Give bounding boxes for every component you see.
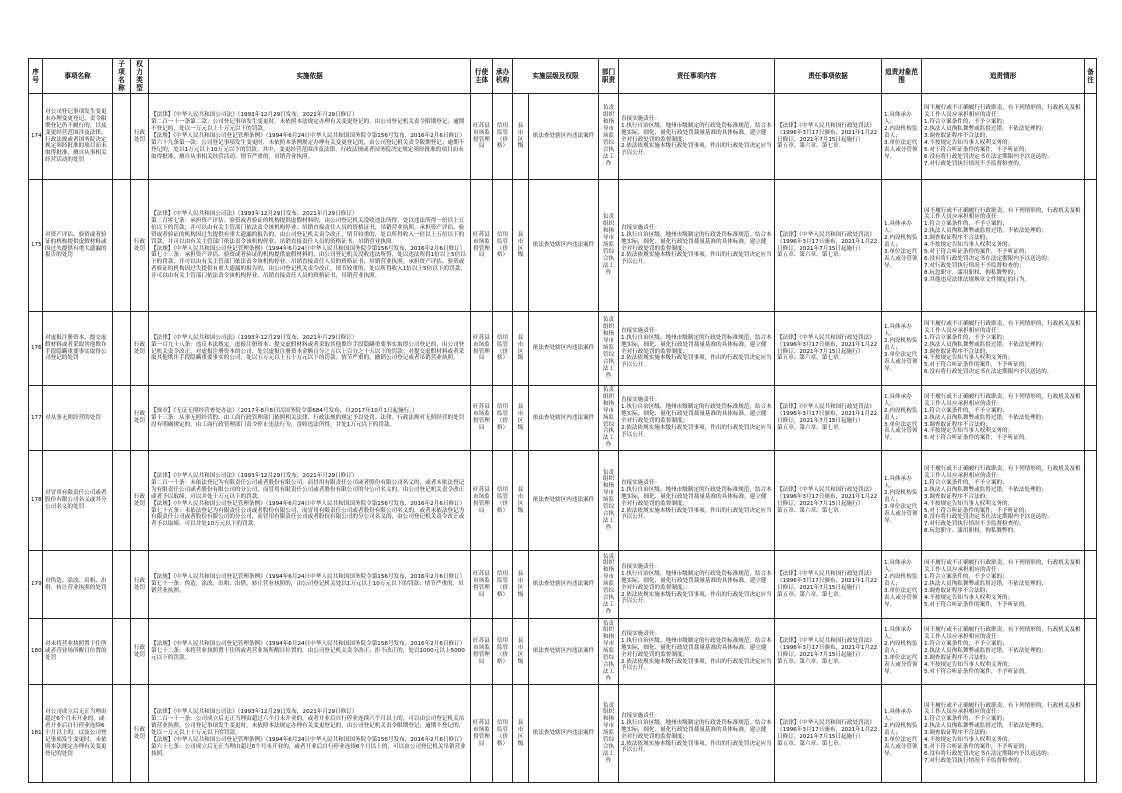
row-subitem bbox=[113, 685, 131, 783]
row-resp-content bbox=[619, 386, 775, 451]
row-dept-duty: 负责组织和指导市场监管综合执法工作 bbox=[599, 312, 619, 386]
row-level-scope: 依法查处辖区内违法案件 bbox=[529, 685, 599, 783]
header-subitem: 子项名称 bbox=[113, 59, 131, 94]
row-level-scope: 依法查处辖区内违法案件 bbox=[529, 619, 599, 685]
row-name: 对未将营业执照置于住所或者营业场所醒目位置的处罚 bbox=[43, 619, 113, 685]
row-handling-org: 信用监管（价格） bbox=[493, 386, 513, 451]
row-dept-duty: 负责组织和指导市场监管综合执法工作 bbox=[599, 551, 619, 619]
row-cases-text: 因不履行或不正确履行行政职责，有下列情形的，行政机关及相关工作人员应承担相应的责任： 1.符合立案条件的，不予立案的； 2.执法人员徇私舞弊或监督过错，不依法处理的； 3.调查取证程序不合法的； 4.不按规定告知当事人权利义务的； 5.对于符合听证条件的案件，不予听证的； 6.没有将行政处罚决定书在法定期限内予以送达的； 7.对行政处罚执行情况不予监督检查的。 bbox=[924, 702, 1081, 764]
row-target-text: 1.具体承办人； 2.内设机构负责人； 3.单位法定代表人或分管领导。 bbox=[884, 627, 918, 675]
row-resp-content-text: 直接实施责任： 1.执行自治区级、地州市级制定的行政处罚标准规范，结合本地实际，细化、量化行政处罚裁量基准的具体标准，建立健全对行政处罚的监督制度； 2.依法依规实施本级行政处罚事项，作出的行政处罚决定应当予以公开。 bbox=[621, 327, 772, 369]
row-name: 对从事无照经营的处罚 bbox=[43, 386, 113, 451]
row-handling-org: 信用监管（价格） bbox=[493, 551, 513, 619]
row-target-text: 1.具体承办人； 2.内设机构负责人； 3.单位法定代表人或分管领导。 bbox=[884, 221, 918, 269]
row-target bbox=[882, 94, 922, 180]
row-level-grade: 县市区级 bbox=[513, 180, 529, 312]
row-subitem bbox=[113, 451, 131, 551]
row-subject: 旺苏县市场监督管理局 bbox=[471, 685, 493, 783]
header-remark: 备注 bbox=[1085, 59, 1097, 94]
row-power-type: 行政处罚 bbox=[131, 685, 149, 783]
row-level-grade: 县市区级 bbox=[513, 386, 529, 451]
row-name: 对虚报注册资本、提交虚假材料或者采取其他欺诈手段隐瞒重要事实取得公司登记的处罚 bbox=[43, 312, 113, 386]
row-handling-org: 信用监管（价格） bbox=[493, 619, 513, 685]
row-basis-text: 【法律】《中华人民共和国公司法》（1993年12月29日发布，2021年月29日修订） 第一百九十八条：违反本法规定，虚报注册资本、提交虚假材料或者采取其他欺诈手段隐瞒重要事实取得公司登记的，由公司登记机关责令改正，对虚报注册资本的公司，处以虚报注册资本金额百分之五以上百分之十五以下的罚款；对提交虚假材料或者采取其他欺诈手段隐瞒重要事实的公司，处以五万元以上五十万元以下的罚款；情节严重的，撤销公司登记或者吊销营业执照。 bbox=[151, 334, 465, 362]
header-level: 实施层级及权限 bbox=[513, 59, 599, 94]
row-target-text: 1.具体承办人； 2.内设机构负责人； 3.单位法定代表人或分管领导。 bbox=[884, 476, 918, 524]
header-accountability-case: 追责情形 bbox=[922, 59, 1085, 94]
row-seq: 179 bbox=[29, 551, 43, 619]
row-resp-basis-text: 【法律】《中华人民共和国行政处罚法》（1996年3月17日颁布，2021年1月22日修订，2021年7月15日起施行） 第五章、第六章、第七章。 bbox=[777, 719, 878, 747]
row-resp-basis-text: 【法律】《中华人民共和国行政处罚法》（1996年3月17日颁布，2021年1月22日修订，2021年7月15日起施行） 第五章、第六章、第七章。 bbox=[777, 404, 878, 431]
row-level-grade: 县市区级 bbox=[513, 551, 529, 619]
table-row bbox=[29, 451, 1097, 551]
header-handling-org: 承办机构 bbox=[493, 59, 513, 94]
header-basis: 实施依据 bbox=[149, 59, 471, 94]
row-basis-text: 【法律】《中华人民共和国公司法》（1993年12月29日发布，2021年月29日修订） 第二百一十一条第二款：公司登记事项发生变更时，未依照本法规定办理有关变更登记的，由公司登记机关责令限期登记；逾期不登记的，处以一万元以上十万元以下的罚款。 【法规】《中华人民共和国公司登记管理条例》（1994年6月24日中华人民共和国国务院令第156号发布，2016年2月6日修订） 第六十九条第一款：公司登记事项发生变更时，未依照本条例规定办理有关变更登记的，由公司登记机关责令限期登记；逾期不登记的，处以1万元以上10万元以下的罚款。其中，变更经营范围涉及法律、行政法规或者国务院决定规定须经批准的项目而未取得批准，擅自从事相关经营活动，情节严重的，吊销营业执照。 bbox=[151, 112, 466, 160]
row-subitem bbox=[113, 94, 131, 180]
row-seq: 181 bbox=[29, 685, 43, 783]
row-basis bbox=[149, 685, 471, 783]
row-handling-org: 信用监管（价格） bbox=[493, 685, 513, 783]
row-name: 对公司成立后无正当理由超过6个月未开业的，或者开业后自行停业连续6个月以上的，以及公司登记事项发生变更时，未依照本法规定办理有关变更登记的处罚 bbox=[43, 685, 113, 783]
row-target-text: 1.具体承办人； 2.内设机构负责人； 3.单位法定代表人或分管领导。 bbox=[884, 324, 918, 372]
table-row bbox=[29, 94, 1097, 180]
row-cases-text: 因不履行或不正确履行行政职责，有下列情形的，行政机关及相关工作人员应承担相应的责任： 1.符合立案条件的，不予立案的； 2.执法人员徇私舞弊或监督过错，不依法处理的； 3.调查取证程序不合法的； 4.不按规定告知当事人权利义务的； 5.对于符合听证条件的案件，不予听证的。 bbox=[924, 393, 1081, 442]
row-name: 对资产评估、验资或者验证的机构提供虚假材料或因过失提供有重大遗漏的报告的处罚 bbox=[43, 180, 113, 312]
row-cases bbox=[922, 551, 1085, 619]
row-cases-text: 因不履行或不正确履行行政职责，有下列情形的，行政机关及相关工作人员应承担相应的责任： 1.符合立案条件的，不予立案的； 2.执法人员徇私舞弊或监督过错，不依法处理的； 3.调查取证程序不合法的； 4.不按规定告知当事人权利义务的； 5.对于符合听证条件的案件，不予听证的； 6.没有将行政处罚决定书在法定期限内予以送达的。 bbox=[924, 320, 1081, 376]
row-name: 对伪造、涂改、出租、出借、转让营业执照的处罚 bbox=[43, 551, 113, 619]
row-level-grade: 县市区级 bbox=[513, 685, 529, 783]
row-target bbox=[882, 451, 922, 551]
row-basis-text: 【法律】《中华人民共和国公司法》（1993年12月29日发布，2021年月29日修订） 第二百零七条：承担资产评估、验资或者验证的机构提供虚假材料的，由公司登记机关没收违法所得，处以违法所得一倍以上五倍以下的罚款，并可以由有关主管部门依法责令该机构停业、吊销直接责任人员的资格证书，吊销营业执照。承担资产评估、验资或者验证的机构因过失提供有重大遗漏的报告的，由公司登记机关责令改正，情节较重的，处以所得收入一倍以上五倍以下的罚款，并可以由有关主管部门依法责令该机构停业、吊销直接责任人员的资格证书，吊销营业执照。 【法规】《中华人民共和国公司登记管理条例》（1994年6月24日中华人民共和国国务院令第156号发布，2016年2月6日修订） 第七十三条：承担资产评估、验资或者验证的机构提供虚假材料的，由公司登记机关没收违法所得，处以违法所得1倍以上5倍以下的罚款，并可以由有关主管部门依法责令该机构停业、吊销直接责任人员的资格证书，吊销营业执照。承担资产评估、验资或者验证的机构因过失提供有重大遗漏的报告的，由公司登记机关责令改正，情节较重的，处以所得收入1倍以上5倍以下的罚款，并可以由有关主管部门依法责令该机构停业、吊销直接责任人员的资格证书，吊销营业执照。 bbox=[151, 210, 466, 280]
row-remark bbox=[1085, 312, 1097, 386]
row-resp-content-text: 直接实施责任： 1.执行自治区级、地州市级制定的行政处罚标准规范，结合本地实际，细化、量化行政处罚裁量基准的具体标准，建立健全对行政处罚的监督制度； 2.依法依规实施本级行政处罚事项，作出的行政处罚决定应当予以公开。 bbox=[621, 630, 772, 672]
row-target bbox=[882, 312, 922, 386]
header-power-type: 权力类型 bbox=[131, 59, 149, 94]
row-cases-text: 因不履行或不正确履行行政职责，有下列情形的，行政机关及相关工作人员应承担相应的责任： 1.符合立案条件的，不予立案的； 2.执法人员徇私舞弊或监督过错，不依法处理的； 3.调查取证程序不合法的； 4.不按规定告知当事人权利义务的； 5.对于符合听证条件的案件，不予听证的； 6.没有将行政处罚决定书在法定期限内予以送达的； 7.对行政处罚执行情况不予监督检查的； 8.玩忽职守、滥用职权、徇私舞弊的； 9.其他违反法律法规规章文件规定的行为。 bbox=[924, 207, 1081, 283]
row-target bbox=[882, 180, 922, 312]
row-power-type: 行政处罚 bbox=[131, 619, 149, 685]
row-target bbox=[882, 619, 922, 685]
row-resp-basis-text: 【法律】《中华人民共和国行政处罚法》（1996年3月17日颁布，2021年1月22日修订，2021年7月15日起施行） 第五章、第六章、第七章。 bbox=[777, 486, 878, 514]
row-remark bbox=[1085, 551, 1097, 619]
row-level-scope: 依法查处辖区内违法案件 bbox=[529, 180, 599, 312]
row-seq: 176 bbox=[29, 312, 43, 386]
row-dept-duty: 负责组织和指导市场监管综合执法工作 bbox=[599, 180, 619, 312]
row-target bbox=[882, 386, 922, 451]
row-resp-basis-text: 【法律】《中华人民共和国行政处罚法》（1996年3月17日颁布，2021年1月22日修订，2021年7月15日起施行） 第五章、第六章、第七章。 bbox=[777, 231, 878, 259]
row-cases bbox=[922, 94, 1085, 180]
row-name: 对冒用有限责任公司或者股份有限公司名义或其分公司名义的处罚 bbox=[43, 451, 113, 551]
row-name: 对公司登记事项发生变更未办理变更登记、责令限期登记仍不履行的，以及变更经营范围涉及法律、行政法规或者国务院决定规定须经批准的项目而未取得批准，擅自从事相关经营活动的处罚 bbox=[43, 94, 113, 180]
row-subitem bbox=[113, 386, 131, 451]
header-name: 事项名称 bbox=[43, 59, 113, 94]
row-basis bbox=[149, 94, 471, 180]
row-level-grade: 县市区级 bbox=[513, 312, 529, 386]
row-resp-basis bbox=[775, 451, 882, 551]
row-target-text: 1.具体承办人； 2.内设机构负责人； 3.单位法定代表人或分管领导。 bbox=[884, 560, 918, 608]
row-target-text: 1.具体承办人； 2.内设机构负责人； 3.单位法定代表人或分管领导。 bbox=[884, 112, 918, 160]
row-cases bbox=[922, 386, 1085, 451]
row-level-grade: 县市区级 bbox=[513, 451, 529, 551]
row-level-scope: 依法查处辖区内违法案件 bbox=[529, 451, 599, 551]
row-subject: 旺苏县市场监督管理局 bbox=[471, 180, 493, 312]
row-resp-content-text: 直接实施责任： 1.执行自治区级、地州市级制定的行政处罚标准规范，结合本地实际，细化、量化行政处罚裁量基准的具体标准，建立健全对行政处罚的监督制度； 2.依法依规实施本级行政处罚事项，作出的行政处罚决定应当予以公开。 bbox=[621, 224, 772, 266]
header-resp-content: 责任事项内容 bbox=[619, 59, 775, 94]
row-subitem bbox=[113, 551, 131, 619]
row-cases-text: 因不履行或不正确履行行政职责，有下列情形的，行政机关及相关工作人员应承担相应的责任： 1.符合立案条件的，不予立案的； 2.执法人员徇私舞弊或监督过错，不依法处理的； 3.调查取证程序不合法的； 4.不按规定告知当事人权利义务的； 5.对于符合听证条件的案件，不予听证的。 bbox=[924, 627, 1081, 675]
row-basis-text: 【法规】《中华人民共和国公司登记管理条例》（1994年6月24日中华人民共和国国务院令第156号发布，2016年2月6日修订） 第七十一条：伪造、涂改、出租、出借、转让营业执照的，由公司登记机关处以1万元以上10万元以下的罚款；情节严重的，吊销营业执照。 bbox=[151, 574, 466, 595]
row-remark bbox=[1085, 685, 1097, 783]
row-level-scope: 依法查处辖区内违法案件 bbox=[529, 312, 599, 386]
row-remark bbox=[1085, 386, 1097, 451]
responsibility-table bbox=[28, 58, 1097, 783]
row-resp-basis bbox=[775, 312, 882, 386]
row-seq: 174 bbox=[29, 94, 43, 180]
row-subject: 旺苏县市场监督管理局 bbox=[471, 386, 493, 451]
row-resp-basis bbox=[775, 94, 882, 180]
row-seq: 180 bbox=[29, 619, 43, 685]
row-level-grade: 县市区级 bbox=[513, 94, 529, 180]
row-subject: 旺苏县市场监督管理局 bbox=[471, 551, 493, 619]
row-dept-duty: 负责组织和指导市场监管综合执法工作 bbox=[599, 619, 619, 685]
row-basis-text: 【法律】《中华人民共和国公司法》（1993年12月29日发布，2021年月29日修订） 第二百一十条：未依法登记为有限责任公司或者股份有限公司，而冒用有限责任公司或者股份有限公司名义的，或者未依法登记为有限责任公司或者股份有限公司的分公司，而冒用有限责任公司或者股份有限公司的分公司名义的，由公司登记机关责令改正或者予以取缔，可以并处十万元以下的罚款。 【法规】《中华人民共和国公司登记管理条例》（1994年6月24日中华人民共和国国务院令第156号发布，2016年2月6日修订） 第七十五条：未依法登记为有限责任公司或者股份有限公司，而冒用有限责任公司或者股份有限公司名义的，或者未依法登记为有限责任公司或者股份有限公司的分公司，而冒用有限责任公司或者股份有限公司的分公司名义的，由公司登记机关责令改正或者予以取缔，可以并处10万元以下的罚款。 bbox=[151, 473, 466, 528]
row-resp-content-text: 直接实施责任： 1.执行自治区级、地州市级制定的行政处罚标准规范，结合本地实际，细化、量化行政处罚裁量基准的具体标准，建立健全对行政处罚的监督制度； 2.依法依规实施本级行政处罚事项，作出的行政处罚决定应当予以公开。 bbox=[621, 712, 772, 754]
row-cases-text: 因不履行或不正确履行行政职责，有下列情形的，行政机关及相关工作人员应承担相应的责任： 1.符合立案条件的，不予立案的； 2.执法人员徇私舞弊或监督过错，不依法处理的； 3.调查取证程序不合法的； 4.不按规定告知当事人权利义务的； 5.对于符合听证条件的案件，不予听证的； 6.没有将行政处罚决定书在法定期限内予以送达的； 7.对行政处罚执行情况不予监督检查的。 bbox=[924, 105, 1081, 167]
row-resp-content-text: 直接实施责任： 1.执行自治区级、地州市级制定的行政处罚标准规范，结合本地实际，细化、量化行政处罚裁量基准的具体标准，建立健全对行政处罚的监督制度； 2.依法依规实施本级行政处罚事项，作出的行政处罚决定应当予以公开。 bbox=[621, 563, 772, 605]
row-resp-content bbox=[619, 619, 775, 685]
row-basis-text: 【法规】《中华人民共和国公司登记管理条例》（1994年6月24日中华人民共和国国务院令第156号发布，2016年2月6日修订） 第七十二条：未将营业执照置于住所或者营业场所醒目位置的，由公司登记机关责令改正；拒不改正的，处以1000元以上5000元以下的罚款。 bbox=[151, 641, 466, 662]
row-basis bbox=[149, 180, 471, 312]
row-basis bbox=[149, 386, 471, 451]
row-level-scope: 依法查处辖区内违法案件 bbox=[529, 94, 599, 180]
row-level-grade: 县市区级 bbox=[513, 619, 529, 685]
table-row bbox=[29, 685, 1097, 783]
row-resp-content bbox=[619, 94, 775, 180]
row-basis bbox=[149, 312, 471, 386]
row-resp-content bbox=[619, 685, 775, 783]
table-row bbox=[29, 180, 1097, 312]
row-target bbox=[882, 551, 922, 619]
row-level-scope: 依法查处辖区内违法案件 bbox=[529, 551, 599, 619]
row-basis-text: 【规章】《无证无照经营查处办法》（2017年8月6日以国务院令第684号发布，自2017年10月1日起施行。） 第十三条：从事无照经营的，由工商行政管理部门依照相关法律、行政法规的规定予以处罚。法律、行政法规对无照经营的处罚没有明确规定的，由工商行政管理部门责令停止违法行为，没收违法所得，并处1万元以下的罚款。 bbox=[151, 407, 465, 428]
row-resp-content bbox=[619, 312, 775, 386]
row-resp-basis bbox=[775, 619, 882, 685]
row-subitem bbox=[113, 312, 131, 386]
header-resp-basis: 责任事项依据 bbox=[775, 59, 882, 94]
row-cases-text: 因不履行或不正确履行行政职责，有下列情形的，行政机关及相关工作人员应承担相应的责任： 1.符合立案条件的，不予立案的； 2.执法人员徇私舞弊或监督过错，不依法处理的； 3.调查取证程序不合法的； 4.不按规定告知当事人权利义务的； 5.对于符合听证条件的案件，不予听证的。 bbox=[924, 560, 1081, 608]
row-subitem bbox=[113, 619, 131, 685]
row-basis bbox=[149, 619, 471, 685]
header-subject: 行使主体 bbox=[471, 59, 493, 94]
row-resp-content-text: 直接实施责任： 1.执行自治区级、地州市级制定的行政处罚标准规范，结合本地实际，细化、量化行政处罚裁量基准的具体标准，建立健全对行政处罚的监督制度； 2.依法依规实施本级行政处罚事项，作出的行政处罚决定应当予以公开。 bbox=[621, 479, 772, 521]
row-cases-text: 因不履行或不正确履行行政职责，有下列情形的，行政机关及相关工作人员应承担相应的责任： 1.符合立案条件的，不予立案的； 2.执法人员徇私舞弊或监督过错，不依法处理的； 3.调查取证程序不合法的； 4.不按规定告知当事人权利义务的； 5.对于符合听证条件的案件，不予听证的； 6.没有将行政处罚决定书在法定期限内予以送达的； 7.对行政处罚执行情况不予监督检查的； 8.玩忽职守、滥用职权、徇私舞弊的。 bbox=[924, 466, 1081, 535]
row-resp-content bbox=[619, 180, 775, 312]
row-resp-basis bbox=[775, 180, 882, 312]
header-dept-duty: 部门职责 bbox=[599, 59, 619, 94]
row-cases bbox=[922, 180, 1085, 312]
row-basis-text: 【法律】《中华人民共和国公司法》（1993年12月29日发布，2021年月29日修订） 第二百一十一条：公司成立后无正当理由超过六个月未开业的，或者开业后自行停业连续六个月以上的，可以由公司登记机关吊销营业执照。公司登记事项发生变更时，未依照本法规定办理有关变更登记的，由公司登记机关责令限期登记；逾期不登记的，处以一万元以上十万元以下的罚款。 【法规】《中华人民共和国公司登记管理条例》（1994年6月24日中华人民共和国国务院令第156号发布，2016年2月6日修订） 第六十七条：公司成立后无正当理由超过6个月未开业的，或者开业后自行停业连续6个月以上的，可以由公司登记机关吊销营业执照。 bbox=[151, 709, 466, 757]
row-dept-duty: 负责组织和指导市场监管综合执法工作 bbox=[599, 451, 619, 551]
table-row bbox=[29, 551, 1097, 619]
row-basis bbox=[149, 451, 471, 551]
row-target-text: 1.具体承办人； 2.内设机构负责人； 3.单位法定代表人或分管领导。 bbox=[884, 393, 918, 442]
row-remark bbox=[1085, 619, 1097, 685]
table-row bbox=[29, 386, 1097, 451]
row-resp-basis bbox=[775, 685, 882, 783]
table-row bbox=[29, 312, 1097, 386]
row-subject: 旺苏县市场监督管理局 bbox=[471, 451, 493, 551]
row-subject: 旺苏县市场监督管理局 bbox=[471, 312, 493, 386]
row-subject: 旺苏县市场监督管理局 bbox=[471, 619, 493, 685]
table-header-row bbox=[29, 59, 1097, 94]
row-subitem bbox=[113, 180, 131, 312]
row-resp-basis-text: 【法律】《中华人民共和国行政处罚法》（1996年3月17日颁布，2021年1月22日修订，2021年7月15日起施行） 第五章、第六章、第七章。 bbox=[777, 122, 878, 150]
row-subject: 旺苏县市场监督管理局 bbox=[471, 94, 493, 180]
row-remark bbox=[1085, 451, 1097, 551]
row-handling-org: 信用监管（价格） bbox=[493, 312, 513, 386]
row-resp-basis bbox=[775, 386, 882, 451]
row-target-text: 1.具体承办人； 2.内设机构负责人； 3.单位法定代表人或分管领导。 bbox=[884, 709, 918, 757]
row-handling-org: 信用监管（价格） bbox=[493, 180, 513, 312]
row-remark bbox=[1085, 180, 1097, 312]
row-handling-org: 信用监管（价格） bbox=[493, 451, 513, 551]
header-accountability-target: 追责对象范围 bbox=[882, 59, 922, 94]
row-power-type: 行政处罚 bbox=[131, 312, 149, 386]
row-power-type: 行政处罚 bbox=[131, 94, 149, 180]
row-resp-content bbox=[619, 451, 775, 551]
row-resp-content-text: 直接实施责任： 1.执行自治区级、地州市级制定的行政处罚标准规范，结合本地实际，细化、量化行政处罚裁量基准的具体标准，建立健全对行政处罚的监督制度； 2.依法依规实施本级行政处罚事项，作出的行政处罚决定应当予以公开。 bbox=[621, 397, 772, 438]
row-basis bbox=[149, 551, 471, 619]
row-dept-duty: 负责组织和指导市场监管综合执法工作 bbox=[599, 94, 619, 180]
table-row bbox=[29, 619, 1097, 685]
row-power-type: 行政处罚 bbox=[131, 551, 149, 619]
row-resp-content bbox=[619, 551, 775, 619]
header-seq: 序号 bbox=[29, 59, 43, 94]
row-level-scope: 依法查处辖区内违法案件 bbox=[529, 386, 599, 451]
row-resp-basis bbox=[775, 551, 882, 619]
row-seq: 178 bbox=[29, 451, 43, 551]
row-power-type: 行政处罚 bbox=[131, 451, 149, 551]
row-power-type: 行政处罚 bbox=[131, 386, 149, 451]
row-resp-basis-text: 【法律】《中华人民共和国行政处罚法》（1996年3月17日颁布，2021年1月22日修订，2021年7月15日起施行） 第五章、第六章、第七章。 bbox=[777, 637, 878, 665]
row-resp-basis-text: 【法律】《中华人民共和国行政处罚法》（1996年3月17日颁布，2021年1月22日修订，2021年7月15日起施行） 第五章、第六章、第七章。 bbox=[777, 334, 878, 362]
row-dept-duty: 负责组织和指导市场监管综合执法工作 bbox=[599, 685, 619, 783]
row-cases bbox=[922, 619, 1085, 685]
row-target bbox=[882, 685, 922, 783]
responsibility-list-sheet bbox=[28, 58, 1096, 783]
row-seq: 175 bbox=[29, 180, 43, 312]
row-handling-org: 信用监管（价格） bbox=[493, 94, 513, 180]
row-resp-content-text: 直接实施责任： 1.执行自治区级、地州市级制定的行政处罚标准规范，结合本地实际，细化、量化行政处罚裁量基准的具体标准，建立健全对行政处罚的监督制度； 2.依法依规实施本级行政处罚事项，作出的行政处罚决定应当予以公开。 bbox=[621, 115, 772, 157]
row-cases bbox=[922, 685, 1085, 783]
row-seq: 177 bbox=[29, 386, 43, 451]
row-remark bbox=[1085, 94, 1097, 180]
row-power-type: 行政处罚 bbox=[131, 180, 149, 312]
row-cases bbox=[922, 451, 1085, 551]
row-cases bbox=[922, 312, 1085, 386]
row-resp-basis-text: 【法律】《中华人民共和国行政处罚法》（1996年3月17日颁布，2021年1月22日修订，2021年7月15日起施行） 第五章、第六章、第七章。 bbox=[777, 570, 878, 598]
row-dept-duty: 负责组织和指导市场监管综合执法工作 bbox=[599, 386, 619, 451]
